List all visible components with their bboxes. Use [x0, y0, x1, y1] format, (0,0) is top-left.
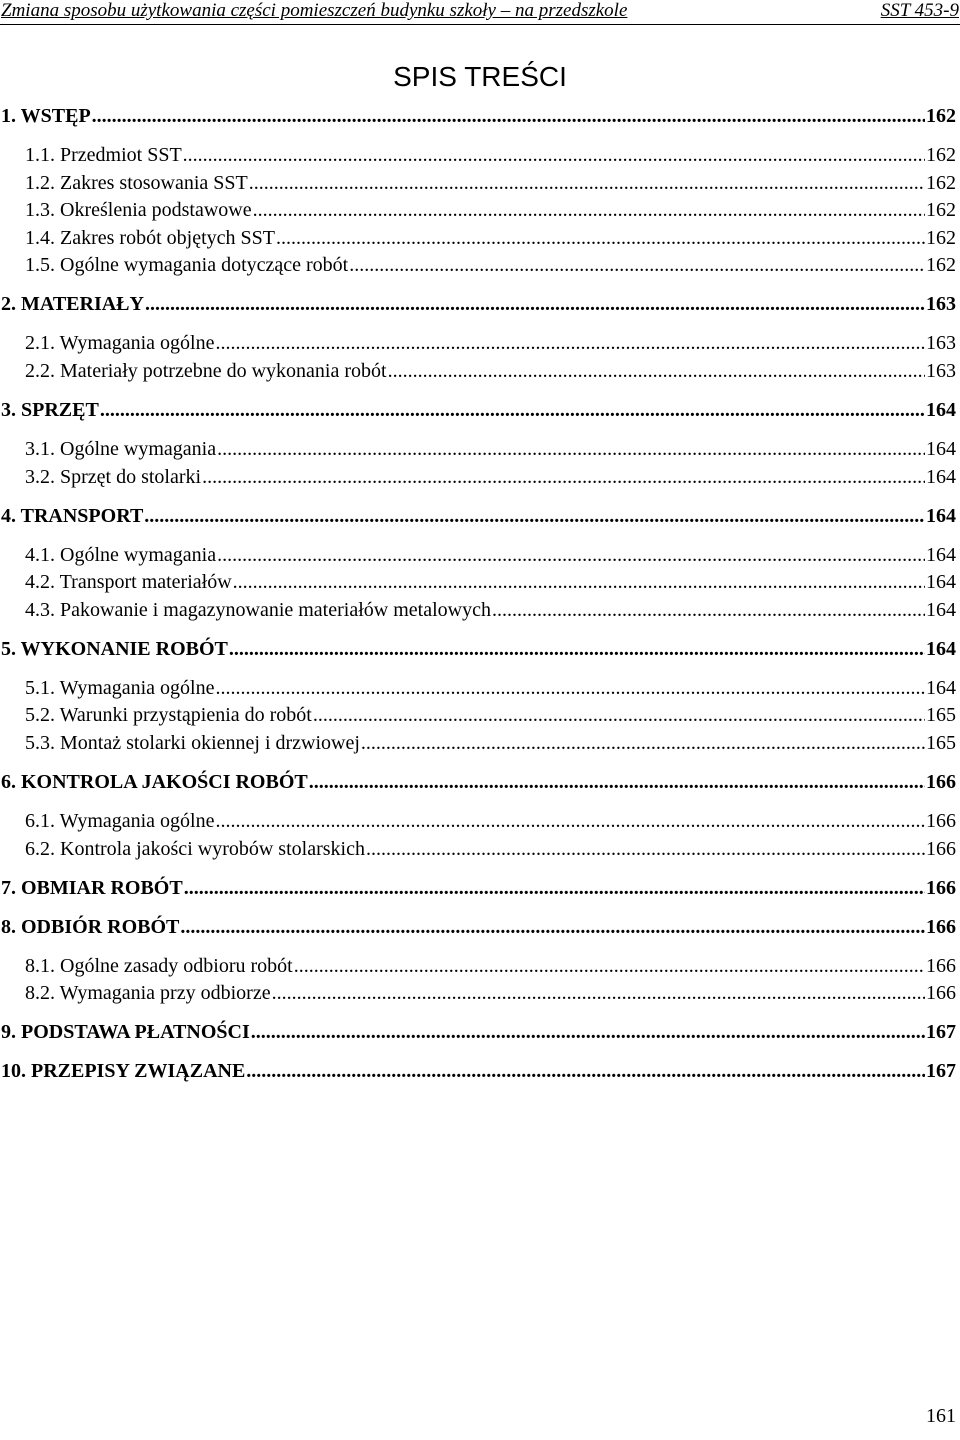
dot-leader	[145, 292, 925, 316]
toc-entry-page: 164	[926, 505, 956, 527]
toc-entry-label: 1.1. Przedmiot SST	[25, 144, 182, 166]
toc-entry-page: 165	[926, 704, 956, 726]
dot-leader	[251, 1020, 925, 1044]
toc-entry[interactable]	[25, 570, 956, 594]
toc-entry[interactable]	[1, 770, 956, 794]
dot-leader	[349, 253, 925, 277]
toc-entry[interactable]	[25, 676, 956, 700]
toc-entry[interactable]	[25, 809, 956, 833]
toc-entry[interactable]	[1, 1020, 956, 1044]
toc-entry-label: 4.1. Ogólne wymagania	[25, 544, 217, 566]
toc-entry[interactable]	[1, 1059, 956, 1083]
toc-entry[interactable]	[25, 954, 956, 978]
toc-entry[interactable]	[25, 437, 956, 461]
toc-entry-label: 1.3. Określenia podstawowe	[25, 199, 252, 221]
dot-leader	[361, 731, 925, 755]
toc-entry[interactable]	[25, 731, 956, 755]
toc-entry-page: 163	[926, 293, 956, 315]
toc-entry-page: 162	[926, 144, 956, 166]
toc-entry-label: 5. WYKONANIE ROBÓT	[1, 638, 228, 660]
dot-leader	[216, 331, 926, 355]
toc-entry[interactable]	[25, 171, 956, 195]
toc-entry[interactable]	[1, 876, 956, 900]
toc-entry-label: 6.2. Kontrola jakości wyrobów stolarskich	[25, 838, 365, 860]
toc-entry[interactable]	[25, 226, 956, 250]
toc-entry-label: 8.1. Ogólne zasady odbioru robót	[25, 955, 293, 977]
page-number: 161	[926, 1405, 956, 1427]
toc-entry-page: 166	[926, 916, 956, 938]
dot-leader	[216, 809, 926, 833]
toc-entry-page: 164	[926, 677, 956, 699]
toc-entry-page: 164	[926, 571, 956, 593]
toc-entry[interactable]	[25, 331, 956, 355]
dot-leader	[100, 398, 925, 422]
dot-leader	[313, 703, 925, 727]
toc-entry[interactable]	[1, 398, 956, 422]
toc-entry-label: 1.4. Zakres robót objętych SST	[25, 227, 275, 249]
toc-entry-label: 6. KONTROLA JAKOŚCI ROBÓT	[1, 771, 308, 793]
toc-entry-label: 5.1. Wymagania ogólne	[25, 677, 215, 699]
toc-entry-label: 3.1. Ogólne wymagania	[25, 438, 217, 460]
toc-entry-page: 163	[926, 332, 956, 354]
toc-entry-page: 166	[926, 955, 956, 977]
dot-leader	[217, 543, 925, 567]
toc-entry-label: 2.1. Wymagania ogólne	[25, 332, 215, 354]
toc-entry-page: 166	[926, 877, 956, 899]
toc-entry-label: 7. OBMIAR ROBÓT	[1, 877, 183, 899]
dot-leader	[388, 359, 925, 383]
dot-leader	[249, 171, 925, 195]
dot-leader	[253, 198, 925, 222]
toc-entry[interactable]	[25, 598, 956, 622]
dot-leader	[366, 837, 925, 861]
dot-leader	[180, 915, 925, 939]
toc-entry-label: 2.2. Materiały potrzebne do wykonania robót	[25, 360, 387, 382]
toc-entry-page: 166	[926, 838, 956, 860]
toc-entry[interactable]	[1, 637, 956, 661]
dot-leader	[246, 1059, 925, 1083]
toc-entry[interactable]	[25, 543, 956, 567]
toc-entry[interactable]	[1, 104, 956, 128]
toc-entry-page: 164	[926, 544, 956, 566]
toc-entry[interactable]	[25, 981, 956, 1005]
dot-leader	[294, 954, 925, 978]
toc-entry[interactable]	[1, 504, 956, 528]
toc-entry-page: 167	[926, 1021, 956, 1043]
toc-entry-page: 162	[926, 105, 956, 127]
toc-entry-label: 4.2. Transport materiałów	[25, 571, 232, 593]
toc-entry[interactable]	[25, 253, 956, 277]
toc-entry[interactable]	[1, 915, 956, 939]
dot-leader	[272, 981, 925, 1005]
toc-entry-label: 8.2. Wymagania przy odbiorze	[25, 982, 271, 1004]
toc-entry-page: 164	[926, 438, 956, 460]
toc-entry-page: 165	[926, 732, 956, 754]
dot-leader	[233, 570, 925, 594]
dot-leader	[217, 437, 925, 461]
toc-entry[interactable]	[25, 198, 956, 222]
dot-leader	[309, 770, 925, 794]
toc-entry-page: 166	[926, 982, 956, 1004]
toc-entry[interactable]	[25, 359, 956, 383]
toc-entry-page: 164	[926, 466, 956, 488]
toc-entry-label: 1.5. Ogólne wymagania dotyczące robót	[25, 254, 349, 276]
toc-entry-label: 3. SPRZĘT	[1, 399, 99, 421]
toc-entry-label: 3.2. Sprzęt do stolarki	[25, 466, 202, 488]
toc-entry[interactable]	[25, 703, 956, 727]
toc-entry-page: 162	[926, 172, 956, 194]
dot-leader	[202, 465, 925, 489]
toc-entry-page: 162	[926, 227, 956, 249]
toc-entry-page: 163	[926, 360, 956, 382]
dot-leader	[276, 226, 925, 250]
toc-entry-page: 164	[926, 638, 956, 660]
toc-entry-label: 1.2. Zakres stosowania SST	[25, 172, 248, 194]
dot-leader	[144, 504, 925, 528]
toc-entry-page: 162	[926, 199, 956, 221]
toc-entry[interactable]	[25, 837, 956, 861]
dot-leader	[92, 104, 925, 128]
toc-entry-label: 10. PRZEPISY ZWIĄZANE	[1, 1060, 246, 1082]
toc-entry[interactable]	[25, 465, 956, 489]
toc-entry-page: 166	[926, 810, 956, 832]
toc-entry-page: 164	[926, 599, 956, 621]
toc-entry[interactable]	[25, 143, 956, 167]
toc-entry-label: 6.1. Wymagania ogólne	[25, 810, 215, 832]
dot-leader	[492, 598, 925, 622]
dot-leader	[229, 637, 925, 661]
toc-entry-page: 167	[926, 1060, 956, 1082]
toc-entry-label: 8. ODBIÓR ROBÓT	[1, 916, 180, 938]
toc-entry-label: 5.3. Montaż stolarki okiennej i drzwiowej	[25, 732, 360, 754]
toc-entry-label: 4.3. Pakowanie i magazynowanie materiałów metalowych	[25, 599, 491, 621]
page-title: SPIS TREŚCI	[393, 61, 567, 92]
toc-entry-label: 4. TRANSPORT	[1, 505, 144, 527]
dot-leader	[184, 876, 925, 900]
toc-entry-label: 9. PODSTAWA PŁATNOŚCI	[1, 1021, 250, 1043]
toc-entry-page: 164	[926, 399, 956, 421]
dot-leader	[216, 676, 926, 700]
dot-leader	[183, 143, 925, 167]
toc-entry-label: 1. WSTĘP	[1, 105, 91, 127]
toc-entry-label: 2. MATERIAŁY	[1, 293, 144, 315]
toc-entry[interactable]	[1, 292, 956, 316]
toc-entry-page: 162	[926, 254, 956, 276]
header-spec-code: SST 453-9	[880, 0, 959, 21]
header-document-title: Zmiana sposobu użytkowania części pomieszczeń budynku szkoły – na przedszkole	[1, 0, 628, 21]
toc-entry-label: 5.2. Warunki przystąpienia do robót	[25, 704, 312, 726]
toc-entry-page: 166	[926, 771, 956, 793]
